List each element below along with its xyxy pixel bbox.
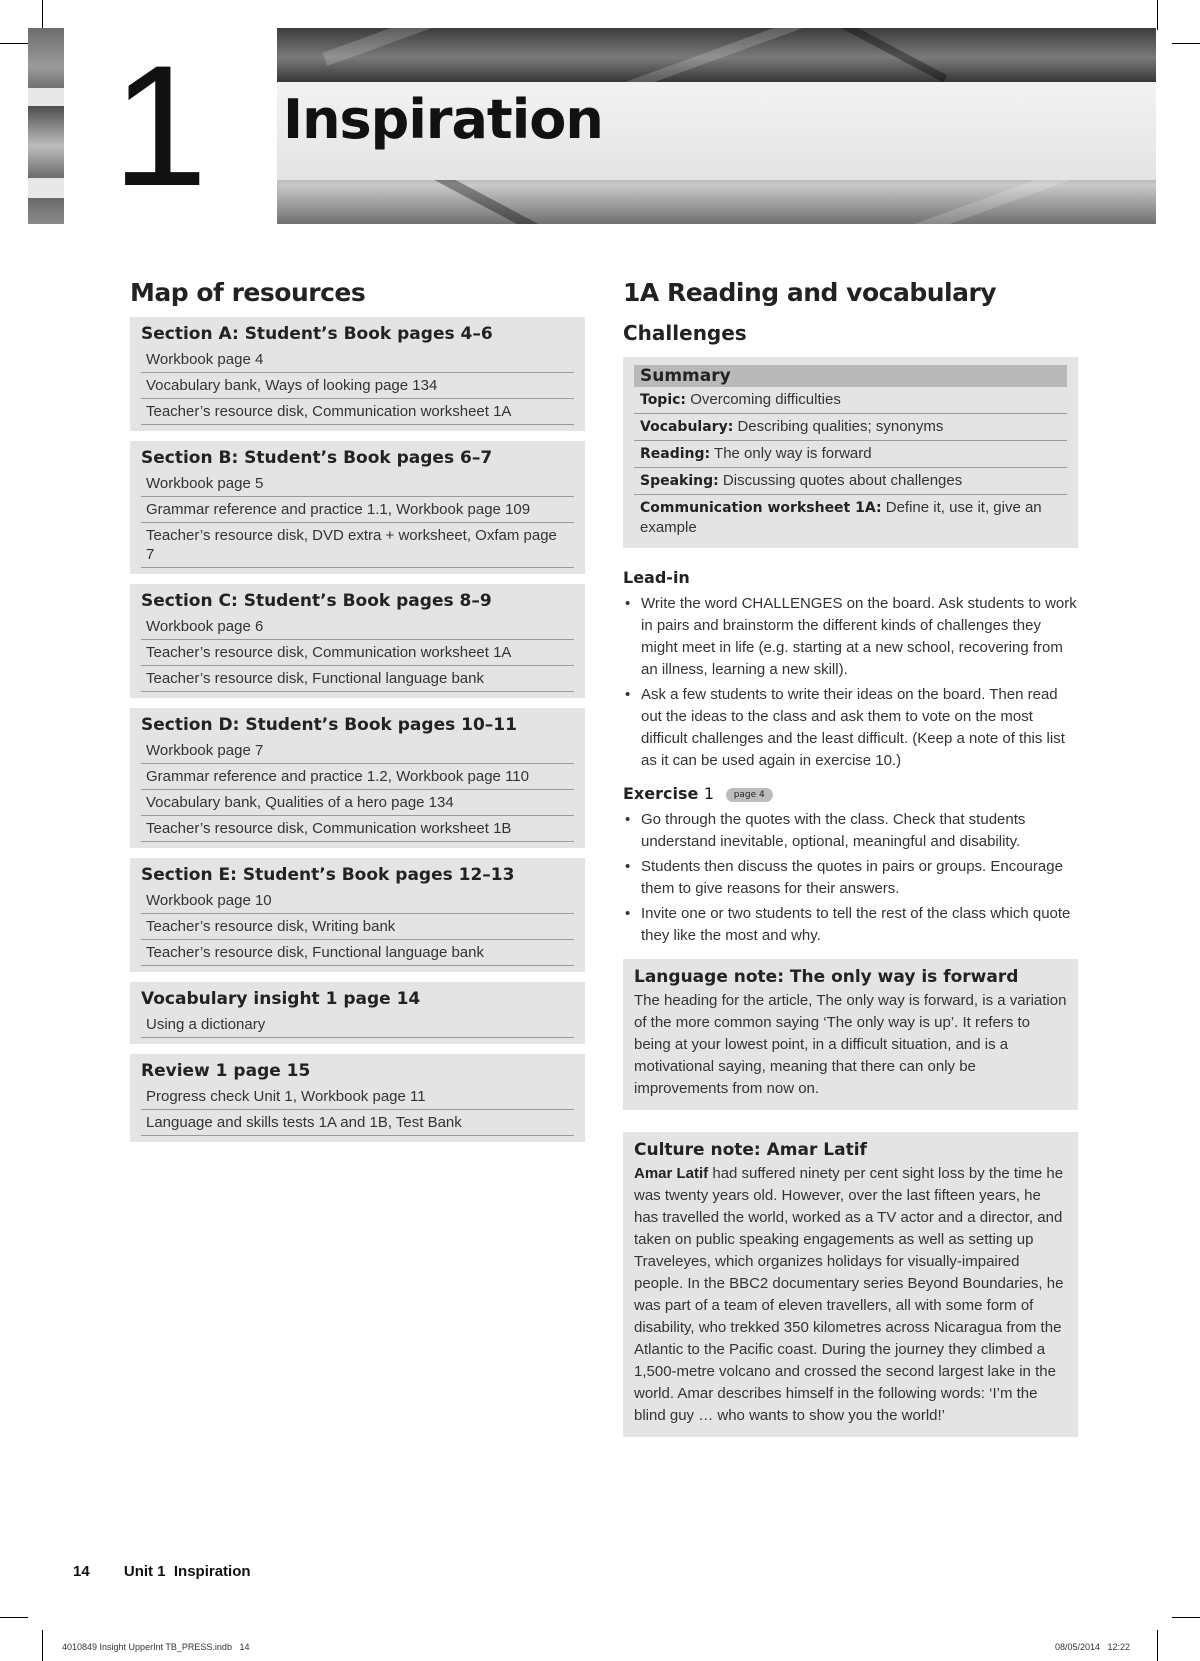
lesson-subheading: Challenges bbox=[623, 321, 747, 345]
resource-row: Workbook page 5 bbox=[141, 471, 574, 497]
crop-mark bbox=[42, 1630, 43, 1661]
resource-row: Teacher’s resource disk, Functional language bank bbox=[141, 666, 574, 692]
summary-label: Topic: bbox=[640, 392, 687, 408]
bullet-item: • Write the word CHALLENGES on the board. Ask students to work in pairs and brainstorm the different kinds of challenges they might meet in life (e.g. starting at a new school, recovering from an illness, learning a new skill). bbox=[623, 593, 1078, 681]
resource-block bbox=[130, 858, 585, 972]
exercise-number: 1 bbox=[703, 784, 715, 803]
resource-block-title: Section B: Student’s Book pages 6–7 bbox=[141, 448, 493, 468]
resource-block bbox=[130, 708, 585, 848]
page-badge: page 4 bbox=[726, 788, 773, 802]
summary-label: Speaking: bbox=[640, 473, 719, 489]
culture-note-text: had suffered ninety per cent sight loss by the time he was twenty years old. However, over the last fifteen years, he has travelled the world, worked as a TV actor and a director, and taken on public speaking engagements as well as setting up Traveleyes, which organizes holidays for visually-impaired people. In the BBC2 documentary series Beyond Boundaries, he was part of a team of eleven travellers, all with some form of disability, who trekked 350 kilometres across Nicaragua from the Atlantic to the Pacific coast. During the journey they climbed a 1,500-metre volcano and crossed the second largest lake in the world. Amar describes himself in the following words: ‘I’m the blind guy … who wants to show you the world!’ bbox=[634, 1165, 1064, 1424]
resource-block-title: Section E: Student’s Book pages 12–13 bbox=[141, 865, 515, 885]
crop-mark bbox=[1172, 1617, 1200, 1618]
resource-blocks bbox=[130, 317, 585, 1142]
resource-block-title: Vocabulary insight 1 page 14 bbox=[141, 989, 421, 1009]
leadin-bullets bbox=[623, 593, 1078, 772]
exercise-bullets bbox=[623, 809, 1078, 947]
resource-row: Workbook page 4 bbox=[141, 347, 574, 373]
language-note-body: The heading for the article, The only way is forward, is a variation of the more common saying ‘The only way is up’. It refers to being at your lowest point, in a difficult situation, and is a motivational saying, meaning that there can only be improvements from now on. bbox=[634, 992, 1067, 1097]
lesson-1a bbox=[623, 278, 1078, 1459]
resource-row: Workbook page 7 bbox=[141, 738, 574, 764]
resource-block bbox=[130, 584, 585, 698]
resource-row: Grammar reference and practice 1.2, Workbook page 110 bbox=[141, 764, 574, 790]
crop-mark bbox=[1157, 0, 1158, 30]
unit-title: Inspiration bbox=[283, 88, 603, 151]
crop-mark bbox=[1172, 43, 1200, 44]
summary-label: Reading: bbox=[640, 446, 711, 462]
map-heading: Map of resources bbox=[130, 278, 366, 307]
page-footer bbox=[73, 1563, 251, 1580]
exercise-heading bbox=[623, 784, 1078, 803]
crop-mark bbox=[1157, 1630, 1158, 1661]
summary-heading: Summary bbox=[634, 365, 1067, 387]
culture-note-title: Culture note: Amar Latif bbox=[634, 1140, 867, 1160]
bullet-item: • Go through the quotes with the class. Check that students understand inevitable, optional, meaningful and disability. bbox=[623, 809, 1078, 853]
banner-strip-left bbox=[28, 28, 64, 224]
resource-row: Progress check Unit 1, Workbook page 11 bbox=[141, 1084, 574, 1110]
print-slug-date: 08/05/2014 12:22 bbox=[1055, 1642, 1131, 1652]
culture-note bbox=[623, 1132, 1078, 1437]
summary-text: Describing qualities; synonyms bbox=[733, 418, 944, 435]
resource-block-title: Section A: Student’s Book pages 4–6 bbox=[141, 324, 493, 344]
summary-row bbox=[634, 468, 1067, 495]
summary-text: Overcoming difficulties bbox=[686, 391, 841, 408]
exercise-label: Exercise bbox=[623, 784, 699, 803]
summary-rows bbox=[634, 387, 1067, 540]
bullet-item: • Students then discuss the quotes in pairs or groups. Encourage them to give reasons for their answers. bbox=[623, 856, 1078, 900]
summary-box bbox=[623, 357, 1078, 548]
bullet-item: • Invite one or two students to tell the rest of the class which quote they like the most and why. bbox=[623, 903, 1078, 947]
page-number: 14 bbox=[73, 1563, 90, 1580]
resource-row: Language and skills tests 1A and 1B, Test Bank bbox=[141, 1110, 574, 1136]
summary-text: The only way is forward bbox=[710, 445, 872, 462]
language-note bbox=[623, 959, 1078, 1110]
summary-label: Communication worksheet 1A: bbox=[640, 500, 882, 516]
crop-mark bbox=[0, 43, 28, 44]
resource-row: Vocabulary bank, Qualities of a hero page 134 bbox=[141, 790, 574, 816]
lesson-heading: 1A Reading and vocabulary bbox=[623, 278, 997, 307]
culture-note-body bbox=[634, 1163, 1067, 1427]
crop-mark bbox=[42, 0, 43, 30]
resource-row: Grammar reference and practice 1.1, Workbook page 109 bbox=[141, 497, 574, 523]
resource-block bbox=[130, 317, 585, 431]
resource-row: Teacher’s resource disk, Communication worksheet 1B bbox=[141, 816, 574, 842]
resource-block-title: Section D: Student’s Book pages 10–11 bbox=[141, 715, 517, 735]
resource-row: Workbook page 6 bbox=[141, 614, 574, 640]
resource-block bbox=[130, 1054, 585, 1142]
unit-number: 1 bbox=[112, 30, 202, 222]
summary-label: Vocabulary: bbox=[640, 419, 734, 435]
resource-row: Using a dictionary bbox=[141, 1012, 574, 1038]
leadin-heading: Lead-in bbox=[623, 568, 690, 587]
resource-block bbox=[130, 982, 585, 1044]
summary-row bbox=[634, 414, 1067, 441]
language-note-title: Language note: The only way is forward bbox=[634, 967, 1019, 987]
crop-mark bbox=[0, 1617, 28, 1618]
resource-block bbox=[130, 441, 585, 574]
resource-row: Teacher’s resource disk, Writing bank bbox=[141, 914, 574, 940]
resource-row: Vocabulary bank, Ways of looking page 134 bbox=[141, 373, 574, 399]
resource-block-title: Review 1 page 15 bbox=[141, 1061, 311, 1081]
print-slug-file: 4010849 Insight UpperInt TB_PRESS.indb 14 bbox=[62, 1642, 250, 1652]
resource-row: Teacher’s resource disk, Communication worksheet 1A bbox=[141, 399, 574, 425]
unit-banner bbox=[277, 28, 1156, 224]
resource-block-title: Section C: Student’s Book pages 8–9 bbox=[141, 591, 492, 611]
bullet-item: • Ask a few students to write their ideas on the board. Then read out the ideas to the class and ask them to vote on the most difficult challenges and the least difficult. (Keep a note of this list as it can be used again in exercise 10.) bbox=[623, 684, 1078, 772]
summary-row bbox=[634, 495, 1067, 540]
resource-row: Workbook page 10 bbox=[141, 888, 574, 914]
resource-row: Teacher’s resource disk, DVD extra + worksheet, Oxfam page 7 bbox=[141, 523, 574, 568]
summary-text: Define it, use it, give an example bbox=[640, 499, 1042, 536]
summary-row bbox=[634, 441, 1067, 468]
resource-row: Teacher’s resource disk, Functional language bank bbox=[141, 940, 574, 966]
culture-note-lead: Amar Latif bbox=[634, 1165, 709, 1182]
summary-row bbox=[634, 387, 1067, 414]
map-of-resources bbox=[130, 278, 585, 1152]
summary-text: Discussing quotes about challenges bbox=[718, 472, 963, 489]
running-head: Unit 1 Inspiration bbox=[123, 1563, 251, 1580]
resource-row: Teacher’s resource disk, Communication worksheet 1A bbox=[141, 640, 574, 666]
